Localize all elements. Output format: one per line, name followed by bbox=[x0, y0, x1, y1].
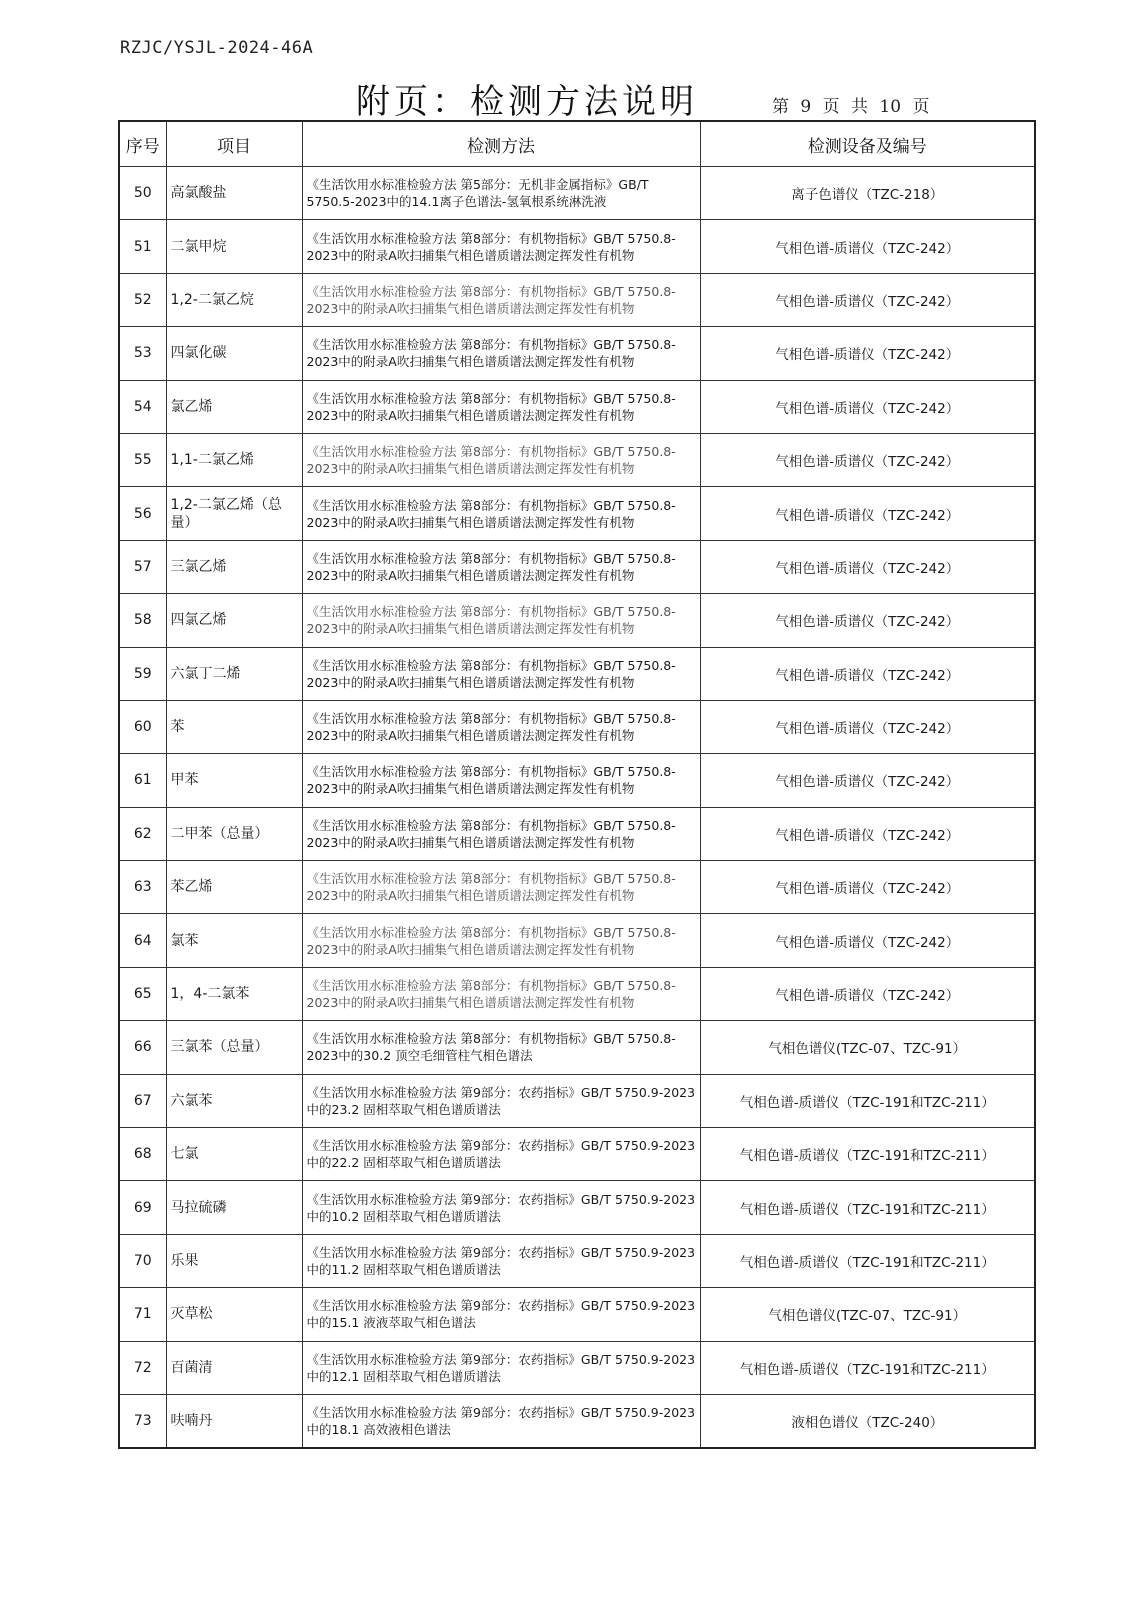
row-item: 二甲苯（总量） bbox=[166, 807, 302, 860]
row-item: 氯苯 bbox=[166, 914, 302, 967]
table-row bbox=[119, 807, 1035, 860]
header-no: 序号 bbox=[119, 121, 166, 167]
row-item: 甲苯 bbox=[166, 754, 302, 807]
row-method: 《生活饮用水标准检验方法 第8部分：有机物指标》GB/T 5750.8-2023中的附录A吹扫捕集气相色谱质谱法测定挥发性有机物 bbox=[302, 594, 700, 647]
row-item: 1，4-二氯苯 bbox=[166, 967, 302, 1020]
row-item: 高氯酸盐 bbox=[166, 167, 302, 220]
row-method: 《生活饮用水标准检验方法 第8部分：有机物指标》GB/T 5750.8-2023中的附录A吹扫捕集气相色谱质谱法测定挥发性有机物 bbox=[302, 647, 700, 700]
row-number: 62 bbox=[119, 807, 166, 860]
row-number: 64 bbox=[119, 914, 166, 967]
row-number: 61 bbox=[119, 754, 166, 807]
page-title: 附页：检测方法说明 bbox=[356, 82, 698, 122]
row-equipment: 气相色谱-质谱仪（TZC-242） bbox=[700, 967, 1035, 1020]
table-row bbox=[119, 647, 1035, 700]
table-row bbox=[119, 1288, 1035, 1341]
row-item: 六氯苯 bbox=[166, 1074, 302, 1127]
table-row bbox=[119, 1181, 1035, 1234]
row-equipment: 气相色谱仪(TZC-07、TZC-91） bbox=[700, 1288, 1035, 1341]
row-item: 七氯 bbox=[166, 1128, 302, 1181]
table-row bbox=[119, 327, 1035, 380]
row-item: 三氯苯（总量） bbox=[166, 1021, 302, 1074]
header-item: 项目 bbox=[166, 121, 302, 167]
table-row bbox=[119, 167, 1035, 220]
table-header-row bbox=[119, 121, 1035, 167]
row-method: 《生活饮用水标准检验方法 第8部分：有机物指标》GB/T 5750.8-2023中的附录A吹扫捕集气相色谱质谱法测定挥发性有机物 bbox=[302, 861, 700, 914]
row-method: 《生活饮用水标准检验方法 第8部分：有机物指标》GB/T 5750.8-2023中的附录A吹扫捕集气相色谱质谱法测定挥发性有机物 bbox=[302, 700, 700, 753]
row-equipment: 气相色谱-质谱仪（TZC-242） bbox=[700, 647, 1035, 700]
row-equipment: 气相色谱-质谱仪（TZC-242） bbox=[700, 540, 1035, 593]
table-row bbox=[119, 1128, 1035, 1181]
row-equipment: 离子色谱仪（TZC-218） bbox=[700, 167, 1035, 220]
document-code: RZJC/YSJL-2024-46A bbox=[120, 38, 314, 58]
table-row bbox=[119, 273, 1035, 326]
row-method: 《生活饮用水标准检验方法 第8部分：有机物指标》GB/T 5750.8-2023中的30.2 顶空毛细管柱气相色谱法 bbox=[302, 1021, 700, 1074]
row-number: 68 bbox=[119, 1128, 166, 1181]
row-method: 《生活饮用水标准检验方法 第5部分：无机非金属指标》GB/T 5750.5-2023中的14.1离子色谱法-氢氧根系统淋洗液 bbox=[302, 167, 700, 220]
row-method: 《生活饮用水标准检验方法 第8部分：有机物指标》GB/T 5750.8-2023中的附录A吹扫捕集气相色谱质谱法测定挥发性有机物 bbox=[302, 807, 700, 860]
row-method: 《生活饮用水标准检验方法 第8部分：有机物指标》GB/T 5750.8-2023中的附录A吹扫捕集气相色谱质谱法测定挥发性有机物 bbox=[302, 914, 700, 967]
row-method: 《生活饮用水标准检验方法 第9部分：农药指标》GB/T 5750.9-2023中的23.2 固相萃取气相色谱质谱法 bbox=[302, 1074, 700, 1127]
row-method: 《生活饮用水标准检验方法 第8部分：有机物指标》GB/T 5750.8-2023中的附录A吹扫捕集气相色谱质谱法测定挥发性有机物 bbox=[302, 487, 700, 540]
row-item: 苯 bbox=[166, 700, 302, 753]
row-number: 71 bbox=[119, 1288, 166, 1341]
row-method: 《生活饮用水标准检验方法 第9部分：农药指标》GB/T 5750.9-2023中的11.2 固相萃取气相色谱质谱法 bbox=[302, 1234, 700, 1287]
page-number: 第 9 页 共 10 页 bbox=[772, 97, 930, 117]
table-row bbox=[119, 380, 1035, 433]
row-equipment: 气相色谱-质谱仪（TZC-242） bbox=[700, 487, 1035, 540]
row-number: 67 bbox=[119, 1074, 166, 1127]
row-item: 三氯乙烯 bbox=[166, 540, 302, 593]
row-item: 1,2-二氯乙烷 bbox=[166, 273, 302, 326]
header-equipment: 检测设备及编号 bbox=[700, 121, 1035, 167]
row-equipment: 气相色谱-质谱仪（TZC-242） bbox=[700, 220, 1035, 273]
row-item: 马拉硫磷 bbox=[166, 1181, 302, 1234]
row-equipment: 气相色谱-质谱仪（TZC-191和TZC-211） bbox=[700, 1128, 1035, 1181]
row-number: 63 bbox=[119, 861, 166, 914]
row-number: 70 bbox=[119, 1234, 166, 1287]
row-item: 灭草松 bbox=[166, 1288, 302, 1341]
row-number: 60 bbox=[119, 700, 166, 753]
row-number: 53 bbox=[119, 327, 166, 380]
row-number: 54 bbox=[119, 380, 166, 433]
row-method: 《生活饮用水标准检验方法 第8部分：有机物指标》GB/T 5750.8-2023中的附录A吹扫捕集气相色谱质谱法测定挥发性有机物 bbox=[302, 327, 700, 380]
row-equipment: 气相色谱-质谱仪（TZC-242） bbox=[700, 380, 1035, 433]
row-method: 《生活饮用水标准检验方法 第9部分：农药指标》GB/T 5750.9-2023中的18.1 高效液相色谱法 bbox=[302, 1394, 700, 1448]
row-method: 《生活饮用水标准检验方法 第8部分：有机物指标》GB/T 5750.8-2023中的附录A吹扫捕集气相色谱质谱法测定挥发性有机物 bbox=[302, 433, 700, 486]
table-row bbox=[119, 861, 1035, 914]
row-item: 四氯乙烯 bbox=[166, 594, 302, 647]
row-method: 《生活饮用水标准检验方法 第9部分：农药指标》GB/T 5750.9-2023中的12.1 固相萃取气相色谱质谱法 bbox=[302, 1341, 700, 1394]
table-row bbox=[119, 1234, 1035, 1287]
header-method: 检测方法 bbox=[302, 121, 700, 167]
row-equipment: 气相色谱-质谱仪（TZC-191和TZC-211） bbox=[700, 1181, 1035, 1234]
table-row bbox=[119, 540, 1035, 593]
row-item: 四氯化碳 bbox=[166, 327, 302, 380]
row-item: 呋喃丹 bbox=[166, 1394, 302, 1448]
row-equipment: 气相色谱-质谱仪（TZC-242） bbox=[700, 807, 1035, 860]
row-number: 66 bbox=[119, 1021, 166, 1074]
row-equipment: 气相色谱-质谱仪（TZC-242） bbox=[700, 754, 1035, 807]
table-body bbox=[119, 167, 1035, 1449]
row-equipment: 气相色谱-质谱仪（TZC-242） bbox=[700, 433, 1035, 486]
table-row bbox=[119, 700, 1035, 753]
table-row bbox=[119, 594, 1035, 647]
methods-table bbox=[118, 120, 1036, 1449]
row-equipment: 气相色谱-质谱仪（TZC-242） bbox=[700, 273, 1035, 326]
row-item: 1,1-二氯乙烯 bbox=[166, 433, 302, 486]
row-equipment: 气相色谱-质谱仪（TZC-242） bbox=[700, 861, 1035, 914]
row-item: 1,2-二氯乙烯（总量） bbox=[166, 487, 302, 540]
row-number: 69 bbox=[119, 1181, 166, 1234]
row-equipment: 气相色谱-质谱仪（TZC-191和TZC-211） bbox=[700, 1341, 1035, 1394]
row-item: 乐果 bbox=[166, 1234, 302, 1287]
row-number: 58 bbox=[119, 594, 166, 647]
row-number: 73 bbox=[119, 1394, 166, 1448]
row-equipment: 气相色谱-质谱仪（TZC-242） bbox=[700, 327, 1035, 380]
row-item: 二氯甲烷 bbox=[166, 220, 302, 273]
row-number: 50 bbox=[119, 167, 166, 220]
row-item: 苯乙烯 bbox=[166, 861, 302, 914]
row-equipment: 气相色谱-质谱仪（TZC-242） bbox=[700, 914, 1035, 967]
table-row bbox=[119, 1021, 1035, 1074]
row-equipment: 液相色谱仪（TZC-240） bbox=[700, 1394, 1035, 1448]
row-number: 57 bbox=[119, 540, 166, 593]
row-method: 《生活饮用水标准检验方法 第9部分：农药指标》GB/T 5750.9-2023中的15.1 液液萃取气相色谱法 bbox=[302, 1288, 700, 1341]
row-equipment: 气相色谱-质谱仪（TZC-242） bbox=[700, 700, 1035, 753]
row-equipment: 气相色谱-质谱仪（TZC-191和TZC-211） bbox=[700, 1234, 1035, 1287]
table-row bbox=[119, 914, 1035, 967]
row-method: 《生活饮用水标准检验方法 第9部分：农药指标》GB/T 5750.9-2023中的10.2 固相萃取气相色谱质谱法 bbox=[302, 1181, 700, 1234]
row-item: 百菌清 bbox=[166, 1341, 302, 1394]
row-method: 《生活饮用水标准检验方法 第8部分：有机物指标》GB/T 5750.8-2023中的附录A吹扫捕集气相色谱质谱法测定挥发性有机物 bbox=[302, 220, 700, 273]
row-method: 《生活饮用水标准检验方法 第8部分：有机物指标》GB/T 5750.8-2023中的附录A吹扫捕集气相色谱质谱法测定挥发性有机物 bbox=[302, 967, 700, 1020]
row-method: 《生活饮用水标准检验方法 第9部分：农药指标》GB/T 5750.9-2023中的22.2 固相萃取气相色谱质谱法 bbox=[302, 1128, 700, 1181]
table-row bbox=[119, 1074, 1035, 1127]
row-number: 55 bbox=[119, 433, 166, 486]
table-row bbox=[119, 967, 1035, 1020]
row-number: 59 bbox=[119, 647, 166, 700]
row-method: 《生活饮用水标准检验方法 第8部分：有机物指标》GB/T 5750.8-2023中的附录A吹扫捕集气相色谱质谱法测定挥发性有机物 bbox=[302, 540, 700, 593]
row-equipment: 气相色谱-质谱仪（TZC-191和TZC-211） bbox=[700, 1074, 1035, 1127]
table-row bbox=[119, 487, 1035, 540]
row-method: 《生活饮用水标准检验方法 第8部分：有机物指标》GB/T 5750.8-2023中的附录A吹扫捕集气相色谱质谱法测定挥发性有机物 bbox=[302, 380, 700, 433]
table-row bbox=[119, 1341, 1035, 1394]
table-row bbox=[119, 1394, 1035, 1448]
row-method: 《生活饮用水标准检验方法 第8部分：有机物指标》GB/T 5750.8-2023中的附录A吹扫捕集气相色谱质谱法测定挥发性有机物 bbox=[302, 754, 700, 807]
row-number: 52 bbox=[119, 273, 166, 326]
table-row bbox=[119, 433, 1035, 486]
row-number: 65 bbox=[119, 967, 166, 1020]
row-number: 51 bbox=[119, 220, 166, 273]
row-method: 《生活饮用水标准检验方法 第8部分：有机物指标》GB/T 5750.8-2023中的附录A吹扫捕集气相色谱质谱法测定挥发性有机物 bbox=[302, 273, 700, 326]
table-row bbox=[119, 220, 1035, 273]
row-item: 六氯丁二烯 bbox=[166, 647, 302, 700]
row-number: 56 bbox=[119, 487, 166, 540]
row-item: 氯乙烯 bbox=[166, 380, 302, 433]
table-row bbox=[119, 754, 1035, 807]
row-number: 72 bbox=[119, 1341, 166, 1394]
row-equipment: 气相色谱仪(TZC-07、TZC-91） bbox=[700, 1021, 1035, 1074]
row-equipment: 气相色谱-质谱仪（TZC-242） bbox=[700, 594, 1035, 647]
